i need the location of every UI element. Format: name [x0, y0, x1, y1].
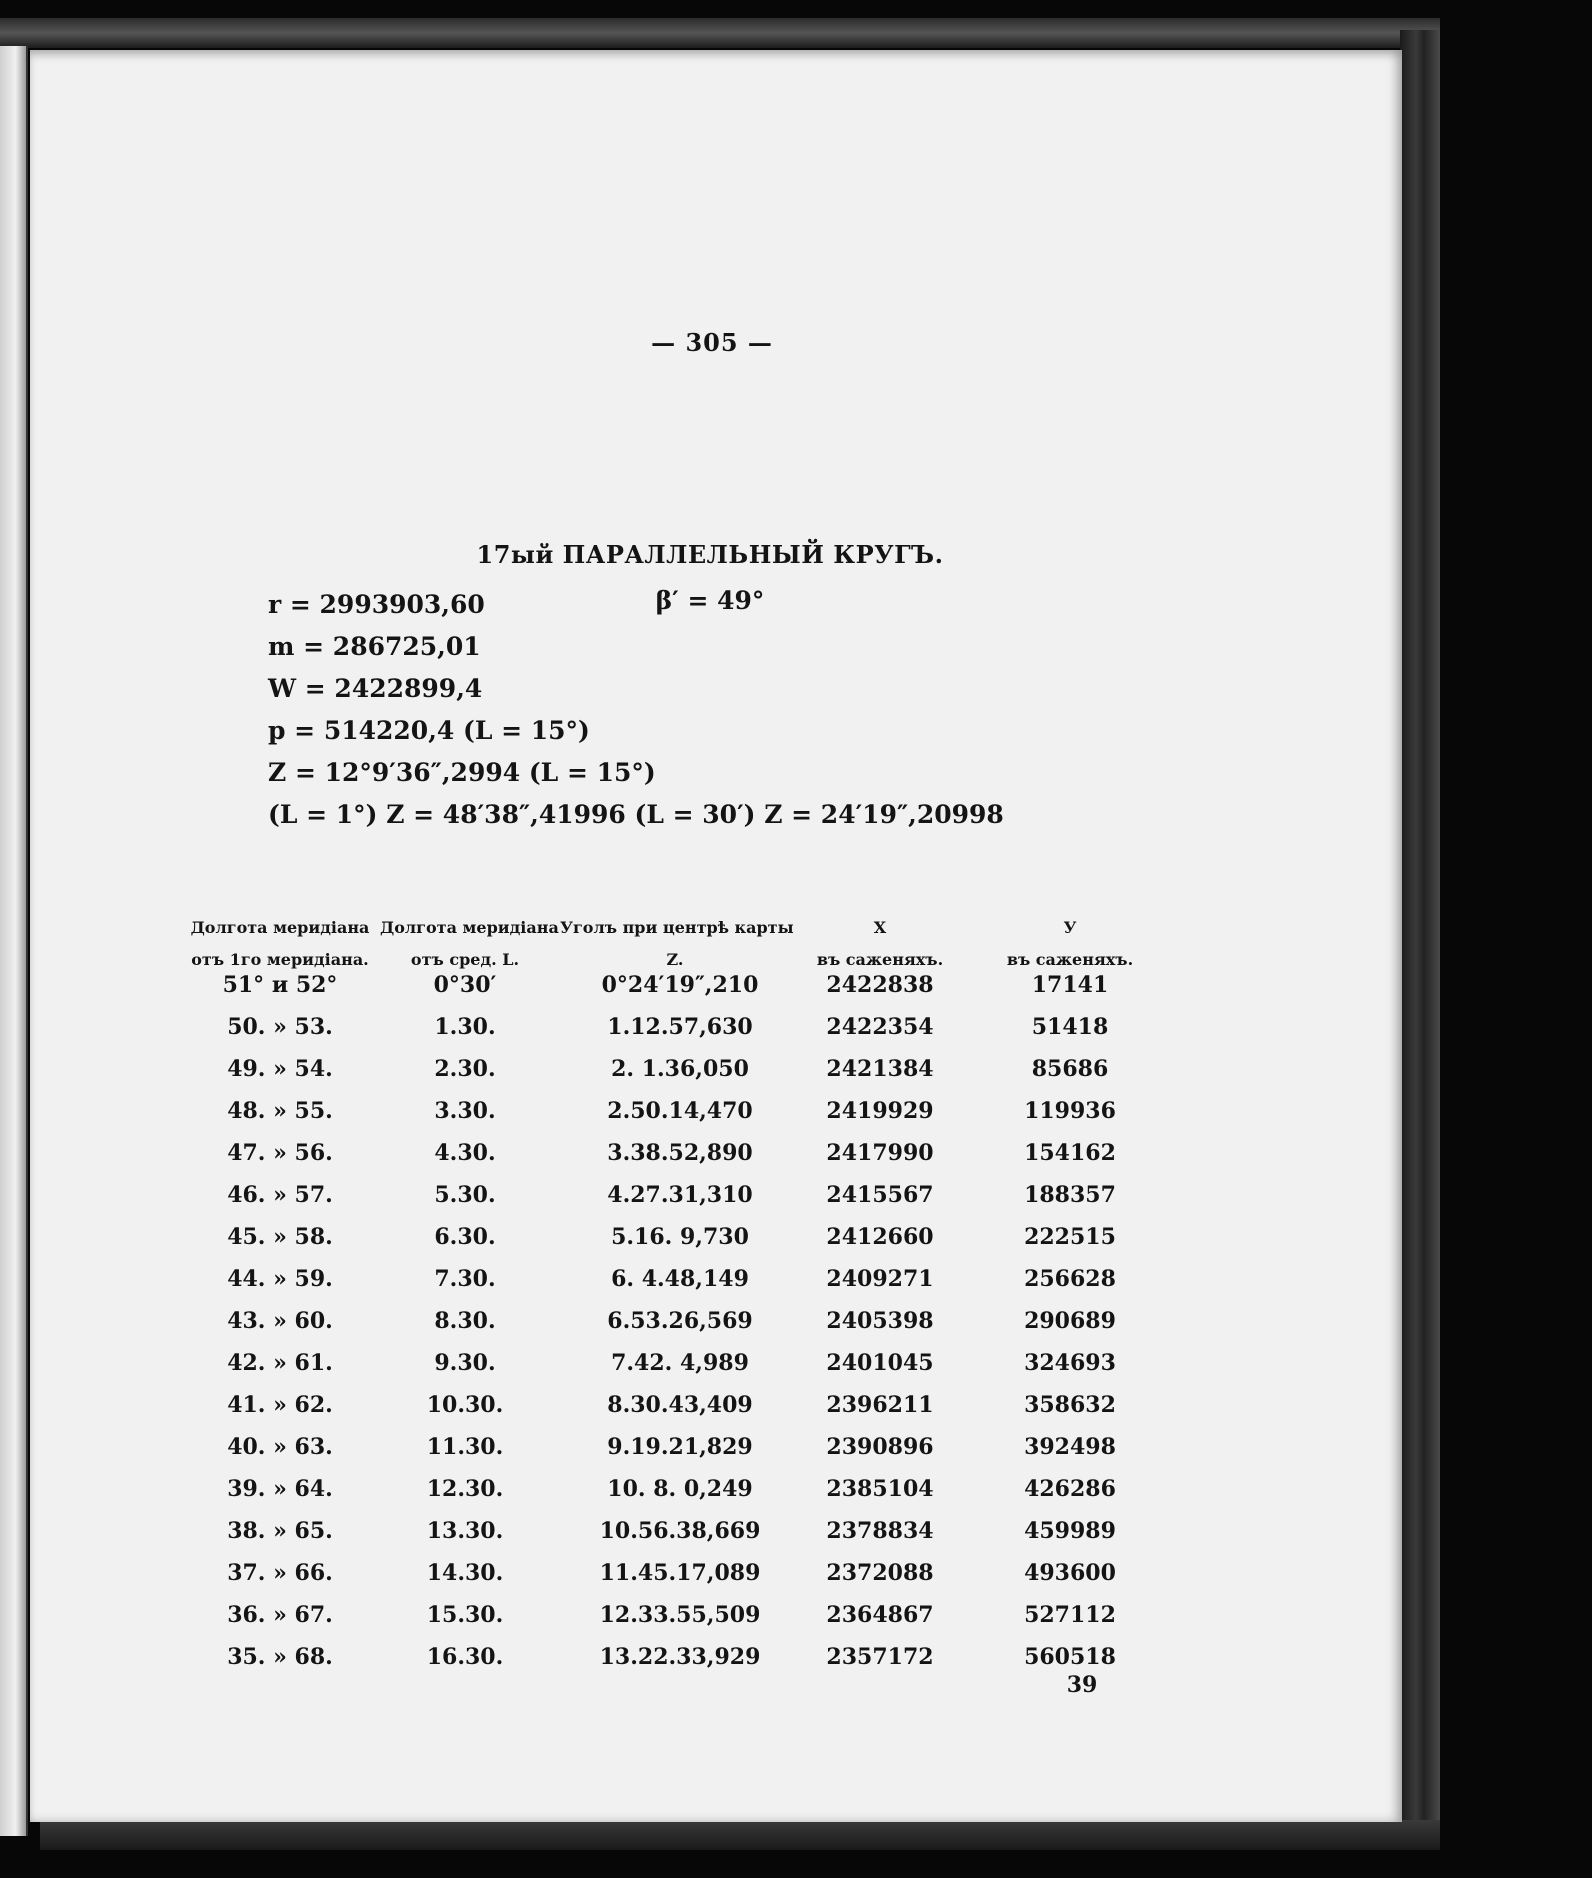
table-cell: 7.30.: [434, 1266, 496, 1292]
table-cell: 1.30.: [434, 1014, 496, 1040]
table-cell: 560518: [1024, 1644, 1116, 1670]
table-cell: 2.50.14,470: [607, 1098, 753, 1124]
table-cell: 35. » 68.: [227, 1644, 333, 1670]
table-cell: 2415567: [826, 1182, 934, 1208]
table-cell: 39. » 64.: [227, 1476, 333, 1502]
table-cell: 1.12.57,630: [607, 1014, 753, 1040]
table-cell: 11.45.17,089: [599, 1560, 761, 1586]
table-cell: 0°30′: [433, 972, 497, 998]
table-row: [30, 1392, 1402, 1434]
table-cell: 8.30.43,409: [607, 1392, 753, 1418]
table-cell: 392498: [1024, 1434, 1116, 1460]
table-row: [30, 1644, 1402, 1686]
column-header-meridian-first: [190, 912, 370, 976]
table-cell: 2396211: [826, 1392, 934, 1418]
table-cell: 527112: [1024, 1602, 1116, 1628]
table-cell: 2390896: [826, 1434, 934, 1460]
table-cell: 50. » 53.: [227, 1014, 333, 1040]
table-cell: 324693: [1024, 1350, 1116, 1376]
table-cell: 8.30.: [434, 1308, 496, 1334]
header-line: въ саженяхъ.: [1006, 950, 1134, 969]
table-cell: 2364867: [826, 1602, 934, 1628]
param-z-small: (L = 1°) Z = 48′38″,41996 (L = 30′) Z = 24′19″,20998: [268, 800, 1004, 829]
table-cell: 51° и 52°: [222, 972, 338, 998]
table-cell: 256628: [1024, 1266, 1116, 1292]
table-cell: 11.30.: [426, 1434, 504, 1460]
table-cell: 119936: [1024, 1098, 1116, 1124]
header-line: X: [873, 918, 887, 937]
table-cell: 3.30.: [434, 1098, 496, 1124]
table-cell: 2.30.: [434, 1056, 496, 1082]
table-cell: 5.30.: [434, 1182, 496, 1208]
table-cell: 36. » 67.: [227, 1602, 333, 1628]
table-row: [30, 1476, 1402, 1518]
table-cell: 13.22.33,929: [599, 1644, 761, 1670]
section-title: 17ый ПАРАЛЛЕЛЬНЫЙ КРУГЪ.: [476, 540, 944, 569]
table-cell: 459989: [1024, 1518, 1116, 1544]
table-cell: 2405398: [826, 1308, 934, 1334]
table-cell: 2372088: [826, 1560, 934, 1586]
table-cell: 48. » 55.: [227, 1098, 333, 1124]
header-line: Z.: [666, 950, 684, 969]
table-cell: 13.30.: [426, 1518, 504, 1544]
column-header-x: [790, 912, 970, 976]
printer-signature-mark: 39: [1066, 1672, 1098, 1698]
table-cell: 9.30.: [434, 1350, 496, 1376]
table-cell: 2409271: [826, 1266, 934, 1292]
table-cell: 41. » 62.: [227, 1392, 333, 1418]
table-cell: 188357: [1024, 1182, 1116, 1208]
table-row: [30, 1056, 1402, 1098]
table-cell: 222515: [1024, 1224, 1116, 1250]
bleed-through-shadow: [470, 460, 478, 489]
table-cell: 4.30.: [434, 1140, 496, 1166]
table-row: [30, 1602, 1402, 1644]
table-cell: 12.33.55,509: [599, 1602, 761, 1628]
table-cell: 9.19.21,829: [607, 1434, 753, 1460]
header-line: въ саженяхъ.: [816, 950, 944, 969]
table-cell: 2419929: [826, 1098, 934, 1124]
header-line: отъ 1го меридiана.: [191, 950, 369, 969]
book-cover-right-edge: [1400, 30, 1440, 1840]
table-cell: 43. » 60.: [227, 1308, 333, 1334]
table-row: [30, 1518, 1402, 1560]
table-cell: 10.56.38,669: [599, 1518, 761, 1544]
table-cell: 47. » 56.: [227, 1140, 333, 1166]
table-cell: 5.16. 9,730: [611, 1224, 749, 1250]
table-cell: 6.30.: [434, 1224, 496, 1250]
table-row: [30, 1098, 1402, 1140]
page-number: — 305 —: [651, 328, 773, 357]
table-cell: 38. » 65.: [227, 1518, 333, 1544]
table-cell: 0°24′19″,210: [601, 972, 759, 998]
header-line: Уголъ при центрѣ карты: [560, 918, 794, 937]
column-header-y: [980, 912, 1160, 976]
table-cell: 14.30.: [426, 1560, 504, 1586]
table-cell: 7.42. 4,989: [611, 1350, 749, 1376]
header-line: отъ сред. L.: [410, 950, 520, 969]
table-row: [30, 1560, 1402, 1602]
table-row: [30, 1182, 1402, 1224]
table-row: [30, 1014, 1402, 1056]
table-cell: 42. » 61.: [227, 1350, 333, 1376]
param-w: W = 2422899,4: [268, 674, 483, 703]
table-row: [30, 1350, 1402, 1392]
book-cover-bottom-edge: [40, 1820, 1440, 1850]
table-cell: 2357172: [826, 1644, 934, 1670]
table-row: [30, 1140, 1402, 1182]
table-cell: 2412660: [826, 1224, 934, 1250]
table-row: [30, 1224, 1402, 1266]
header-line: Долгота меридiана: [380, 918, 559, 937]
latitude-value: β′ = 49°: [655, 586, 765, 615]
param-p: p = 514220,4 (L = 15°): [268, 716, 590, 745]
table-cell: 12.30.: [426, 1476, 504, 1502]
table-cell: 6.53.26,569: [607, 1308, 753, 1334]
table-cell: 2422838: [826, 972, 934, 998]
column-header-angle: [560, 912, 794, 976]
param-z: Z = 12°9′36″,2994 (L = 15°): [268, 758, 656, 787]
table-cell: 2385104: [826, 1476, 934, 1502]
table-row: [30, 1434, 1402, 1476]
table-cell: 2378834: [826, 1518, 934, 1544]
book-cover-top-edge: [0, 18, 1440, 48]
table-cell: 44. » 59.: [227, 1266, 333, 1292]
table-cell: 17141: [1031, 972, 1109, 998]
table-cell: 290689: [1024, 1308, 1116, 1334]
table-row: [30, 1266, 1402, 1308]
table-cell: 3.38.52,890: [607, 1140, 753, 1166]
param-m: m = 286725,01: [268, 632, 481, 661]
table-cell: 426286: [1024, 1476, 1116, 1502]
table-cell: 6. 4.48,149: [611, 1266, 749, 1292]
table-cell: 16.30.: [426, 1644, 504, 1670]
table-cell: 85686: [1031, 1056, 1109, 1082]
table-cell: 154162: [1024, 1140, 1116, 1166]
table-cell: 40. » 63.: [227, 1434, 333, 1460]
table-cell: 10. 8. 0,249: [607, 1476, 753, 1502]
table-cell: 493600: [1024, 1560, 1116, 1586]
table-cell: 358632: [1024, 1392, 1116, 1418]
table-cell: 2. 1.36,050: [611, 1056, 749, 1082]
book-page: [30, 50, 1402, 1822]
table-cell: 15.30.: [426, 1602, 504, 1628]
table-cell: 49. » 54.: [227, 1056, 333, 1082]
param-r: r = 2993903,60: [268, 590, 485, 619]
header-line: Долгота меридiана: [190, 918, 370, 937]
table-row: [30, 1308, 1402, 1350]
table-cell: 37. » 66.: [227, 1560, 333, 1586]
facing-page-edge: [0, 46, 28, 1836]
table-cell: 2417990: [826, 1140, 934, 1166]
table-cell: 4.27.31,310: [607, 1182, 753, 1208]
table-cell: 2401045: [826, 1350, 934, 1376]
table-cell: 46. » 57.: [227, 1182, 333, 1208]
table-cell: 10.30.: [426, 1392, 504, 1418]
table-row: [30, 972, 1402, 1014]
column-header-meridian-mid: [380, 912, 559, 976]
header-line: У: [1063, 918, 1077, 937]
table-cell: 2421384: [826, 1056, 934, 1082]
table-cell: 2422354: [826, 1014, 934, 1040]
table-cell: 45. » 58.: [227, 1224, 333, 1250]
table-cell: 51418: [1031, 1014, 1109, 1040]
